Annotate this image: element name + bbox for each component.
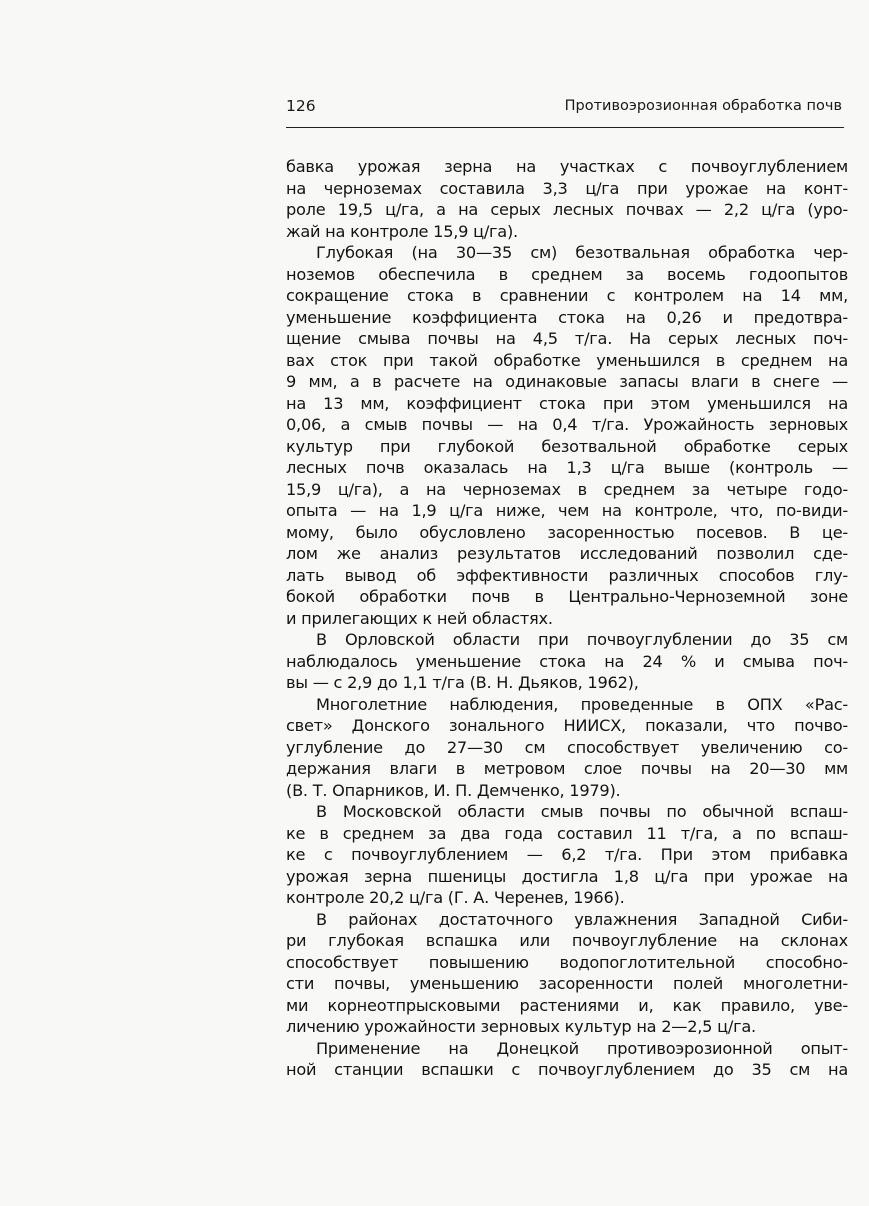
text-line: В Московской области смыв почвы по обычной вспаш- [316,802,848,821]
text-line: и прилегающих к ней областях. [286,608,553,628]
text-line: В районах достаточного увлажнения Западной Сиби- [316,909,848,929]
text-line: углубление до 27—30 см способствует увеличению со- [286,737,848,757]
text-line: Применение на Донецкой противоэрозионной опыт- [316,1038,848,1058]
text-line: Глубокая (на 30—35 см) безотвальная обработка чер- [316,243,848,262]
text-line: ноземов обеспечила в среднем за восемь годоопытов [286,264,848,284]
text-line: уменьшение коэффициента стока на 0,26 и предотвра- [286,307,848,327]
text-line: личению урожайности зерновых культур на 2—2,5 ц/га. [286,1017,756,1036]
text-line: способствует повышению водопоглотительной способно- [286,952,848,972]
text-line: урожая зерна пшеницы достигла 1,8 ц/га при урожае на [286,866,848,886]
text-line: ми корнеотпрысковыми растениями и, как правило, уве- [286,995,848,1015]
text-line: свет» Донского зонального НИИСХ, показали, что почво- [286,716,848,735]
text-line: ке с почвоуглублением — 6,2 т/га. При этом прибавка [286,845,848,864]
page-number: 126 [286,97,316,115]
text-line: культур при глубокой безотвальной обработке серых [286,436,848,456]
text-line: (В. Т. Опарников, И. П. Демченко, 1979). [286,780,621,800]
text-line: вы — с 2,9 до 1,1 т/га (В. Н. Дьяков, 1962), [286,673,639,692]
text-line: бавка урожая зерна на участках с почвоуглублением [286,157,848,176]
page-header [286,97,844,128]
text-line: ке в среднем за два года составил 11 т/га, а по вспаш- [286,823,848,843]
text-line: лать вывод об эффективности различных способов глу- [286,565,848,585]
text-line: на черноземах составила 3,3 ц/га при урожае на конт- [286,178,848,198]
text-line: держания влаги в метровом слое почвы на 20—30 мм [286,759,848,778]
text-line: В Орловской области при почвоуглублении до 35 см [316,630,848,649]
running-title: Противоэрозионная обработка почв [564,98,842,114]
text-line: лом же анализ результатов исследований позволил сде- [286,544,848,563]
text-line: бокой обработки почв в Центрально-Черноземной зоне [286,587,848,606]
text-line: контроле 20,2 ц/га (Г. А. Черенев, 1966). [286,888,625,907]
text-line: роле 19,5 ц/га, а на серых лесных почвах — 2,2 ц/га (уро- [286,200,848,219]
text-line: щение смыва почвы на 4,5 т/га. На серых лесных поч- [286,329,848,348]
text-line: 15,9 ц/га), а на черноземах в среднем за четыре годо- [286,479,848,499]
text-line: лесных почв оказалась на 1,3 ц/га выше (контроль — [286,458,848,477]
body-text [286,156,848,1081]
text-line: 0,06, а смыв почвы — на 0,4 т/га. Урожайность зерновых [286,415,848,434]
text-line: на 13 мм, коэффициент стока при этом уменьшился на [286,393,848,413]
text-line: мому, было обусловлено засоренностью посевов. В це- [286,522,848,542]
text-line: сти почвы, уменьшению засоренности полей многолетни- [286,974,848,993]
text-line: Многолетние наблюдения, проведенные в ОПХ «Рас- [316,694,848,714]
text-line: вах сток при такой обработке уменьшился в среднем на [286,350,848,370]
text-line: наблюдалось уменьшение стока на 24 % и смыва поч- [286,651,848,671]
text-line: жай на контроле 15,9 ц/га). [286,221,518,241]
text-line: ри глубокая вспашка или почвоуглубление на склонах [286,931,848,950]
text-line: сокращение стока в сравнении с контролем на 14 мм, [286,286,848,305]
text-line: 9 мм, а в расчете на одинаковые запасы влаги в снеге — [286,372,848,391]
text-line: опыта — на 1,9 ц/га ниже, чем на контроле, что, по-види- [286,501,848,520]
text-line: ной станции вспашки с почвоуглублением до 35 см на [286,1060,848,1079]
